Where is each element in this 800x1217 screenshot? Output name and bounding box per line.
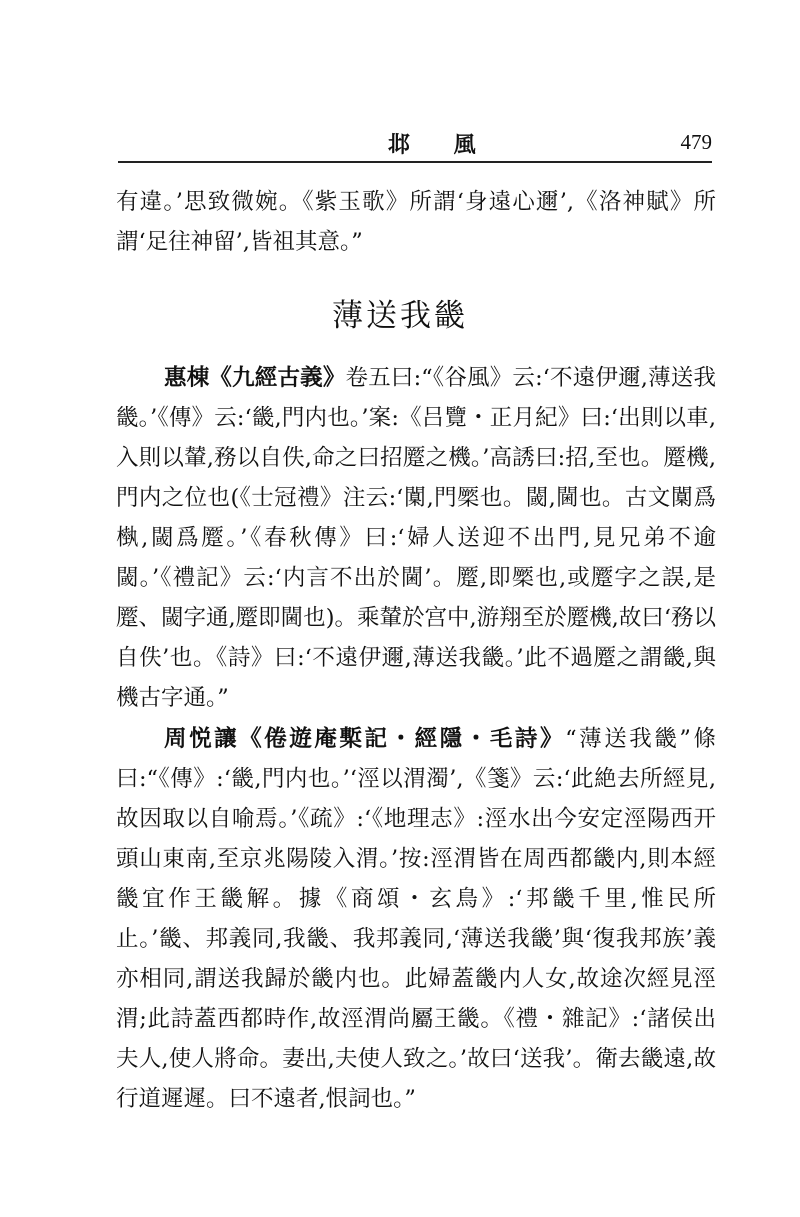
running-header (118, 128, 712, 158)
continuation-paragraph: 有違。’思致微婉。《紫玉歌》所謂‘身遠心邇’,《洛神賦》所謂‘足往神留’,皆祖其意。” (116, 189, 716, 255)
paragraph-1-text: 卷五曰:“《谷風》云:‘不遠伊邇,薄送我畿。’《傳》云:‘畿,門内也。’案:《吕覽・正月紀》曰:‘出則以車,入則以輦,務以自佚,命之曰招蹷之機。’高誘曰:招,至也。蹷機,門内之位也(《士冠禮》注云:‘闑,門橜也。閾,閫也。古文闑爲槸,閾爲蹷。’《春秋傳》曰:‘婦人送迎不出門,見兄弟不逾閾。’《禮記》云:‘内言不出於閫’。蹷,即橜也,或蹷字之誤,是蹷、閾字通,蹷即閫也)。乘輦於宫中,游翔至於蹷機,故曰‘務以自佚’也。《詩》曰:‘不遠伊邇,薄送我畿。’此不過蹷之謂畿,與機古字通。” (116, 365, 716, 711)
section-title: 薄送我畿 (332, 298, 468, 334)
paragraph-1 (116, 358, 716, 718)
paragraph-2-author: 周悦讓《倦遊庵槧記・經隱・毛詩》 (164, 726, 566, 752)
header-title: 邶 風 (388, 132, 494, 158)
header-rule (118, 161, 712, 163)
page-number: 479 (680, 130, 712, 154)
paragraph-1-author: 惠棟《九經古義》 (164, 365, 346, 391)
paragraph-2-text: “薄送我畿”條曰:“《傳》:‘畿,門内也。’‘涇以渭濁’,《箋》云:‘此絶去所經見,故因取以自喻焉。’《疏》:‘《地理志》:涇水出今安定涇陽西开頭山東南,至京兆陽陵入渭。’按:涇渭皆在周西都畿内,則本經畿宜作王畿解。據《商頌・玄鳥》:‘邦畿千里,惟民所止。’畿、邦義同,我畿、我邦義同,‘薄送我畿’與‘復我邦族’義亦相同,謂送我歸於畿内也。此婦蓋畿内人女,故途次經見涇渭;此詩蓋西都時作,故涇渭尚屬王畿。《禮・雜記》:‘諸侯出夫人,使人將命。妻出,夫使人致之。’故曰‘送我’。衛去畿遠,故行道遲遲。曰不遠者,恨詞也。” (116, 726, 716, 1112)
paragraph-2 (116, 719, 716, 1119)
